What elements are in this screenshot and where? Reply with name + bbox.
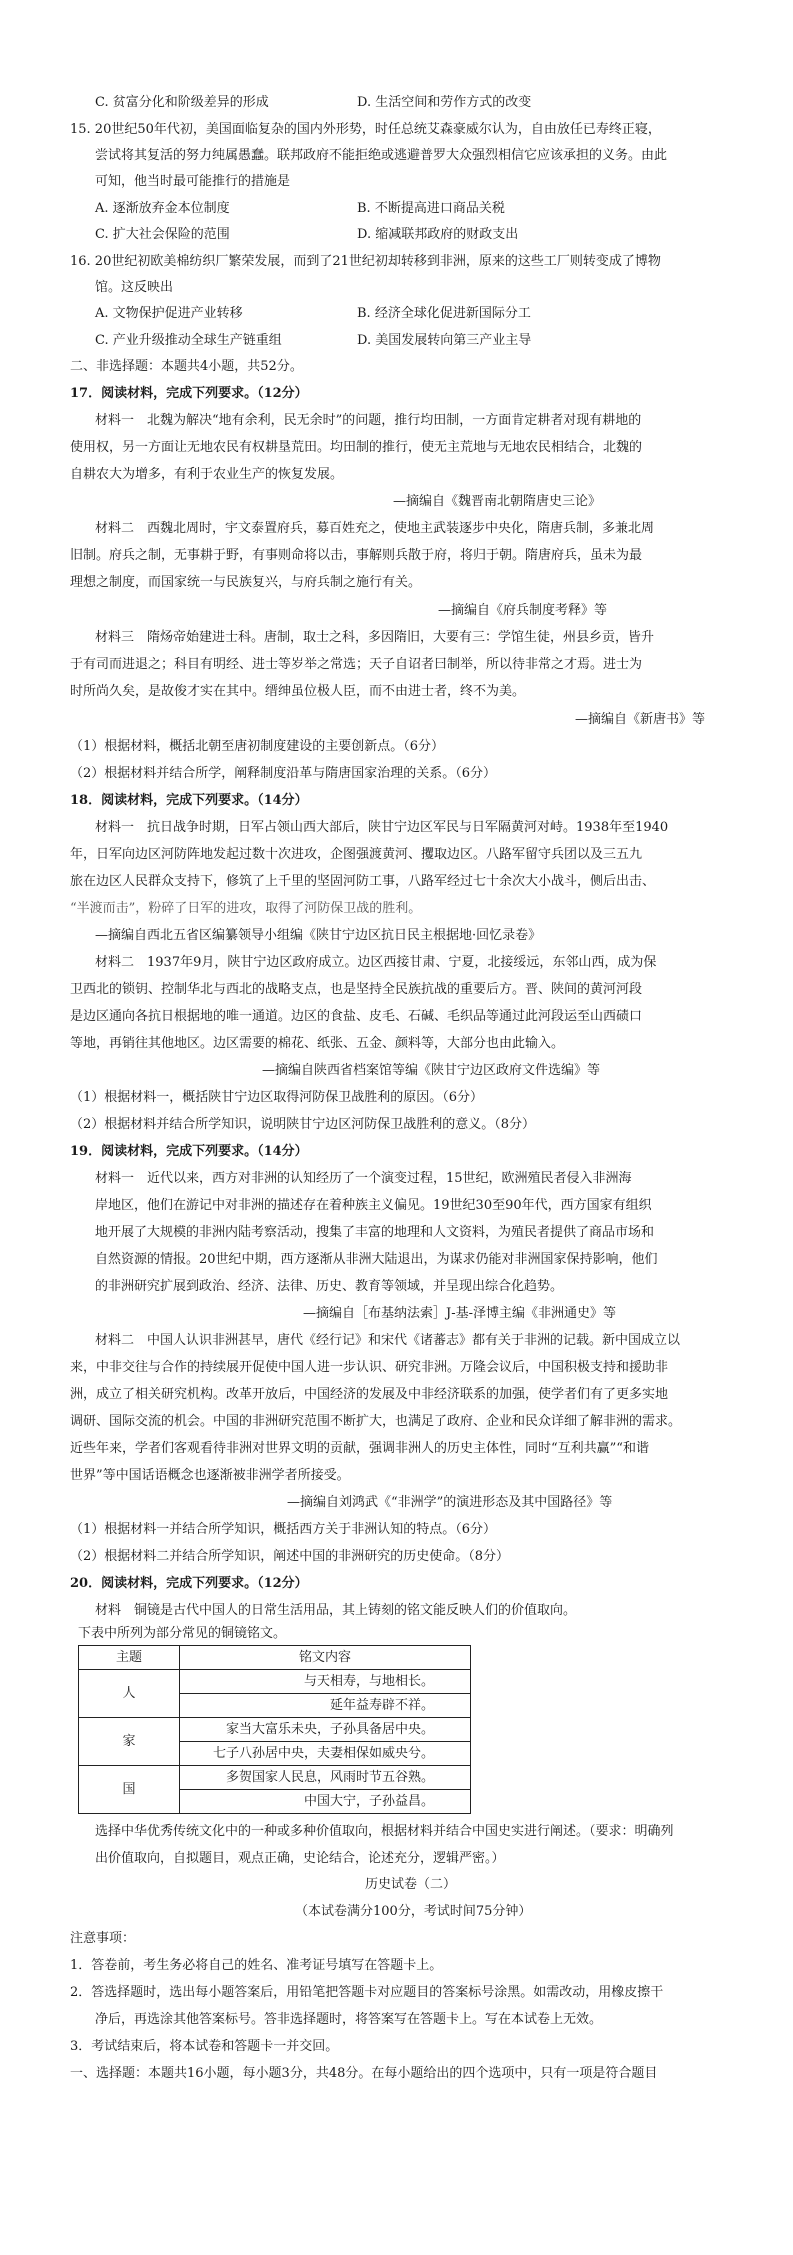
q18-material-2: 材料二 1937年9月，陕甘宁边区政府成立。边区西接甘肃、宁夏，北接绥远，东邻山西，成为保 (95, 955, 657, 970)
note-2: 2．答选择题时，选出每小题答案后，用铅笔把答题卡对应题目的答案标号涂黑。如需改动，用橡皮擦干 (70, 1985, 664, 2000)
q18-material-1: 材料一 抗日战争时期，日军占领山西大部后，陕甘宁边区军民与日军隔黄河对峙。1938年至1940 (95, 820, 669, 835)
q18-requirement-2: （2）根据材料并结合所学知识，说明陕甘宁边区河防保卫战胜利的意义。（8分） (70, 1117, 536, 1132)
q17-header: 17．阅读材料，完成下列要求。（12分） (70, 386, 308, 401)
q17-material-1: 使用权，另一方面让无地农民有权耕垦荒田。均田制的推行，使无主荒地与无地农民相结合，北魏的 (70, 440, 643, 455)
notes-header: 注意事项： (70, 1931, 136, 1946)
q16-option-d: D. 美国发展转向第三产业主导 (357, 333, 532, 348)
q17-source-2: —摘编自《府兵制度考释》等 (438, 603, 608, 618)
table-header-theme: 主题 (79, 1646, 180, 1670)
q15-option-a: A. 逐渐放弃金本位制度 (95, 201, 230, 216)
q19-material-2: 来，中非交往与合作的持续展开促使中国人进一步认识、研究非洲。万隆会议后，中国积极支持和援助非 (70, 1360, 669, 1375)
note-1: 1．答卷前，考生务必将自己的姓名、准考证号填写在答题卡上。 (70, 1958, 443, 1973)
table-cell: 多贺国家人民息，风雨时节五谷熟。 (180, 1766, 471, 1790)
q18-material-1: “半渡而击”，粉碎了日军的进攻，取得了河防保卫战的胜利。 (70, 901, 422, 916)
exam-title: 历史试卷（二） (365, 1877, 457, 1892)
note-2: 净后，再选涂其他答案标号。答非选择题时，将答案写在答题卡上。写在本试卷上无效。 (95, 2012, 603, 2027)
q17-source-3: —摘编自《新唐书》等 (575, 712, 706, 727)
q19-material-1: 地开展了大规模的非洲内陆考察活动，搜集了丰富的地理和人文资料，为殖民者提供了商品市场和 (95, 1225, 655, 1240)
q15-stem: 15. 20世纪50年代初，美国面临复杂的国内外形势，时任总统艾森豪威尔认为，自由放任已寿终正寝， (70, 122, 661, 137)
q19-requirement-1: （1）根据材料一并结合所学知识，概括西方关于非洲认知的特点。（6分） (70, 1522, 497, 1537)
q18-source-2: —摘编自陕西省档案馆等编《陕甘宁边区政府文件选编》等 (262, 1063, 601, 1078)
q20-header: 20．阅读材料，完成下列要求。（12分） (70, 1576, 308, 1591)
q18-material-1: 年，日军向边区河防阵地发起过数十次进攻，企图强渡黄河、攫取边区。八路军留守兵团以及三五九 (70, 847, 643, 862)
section-1-header: 一、选择题：本题共16小题，每小题3分，共48分。在每小题给出的四个选项中，只有一项是符合题目 (70, 2066, 658, 2081)
q14-option-c: C. 贫富分化和阶级差异的形成 (95, 95, 269, 110)
table-header-content: 铭文内容 (180, 1646, 471, 1670)
q15-stem: 尝试将其复活的努力纯属愚蠢。联邦政府不能拒绝或逃避普罗大众强烈相信它应该承担的义务。由此 (95, 148, 668, 163)
q18-material-2: 卫西北的锁钥、控制华北与西北的战略支点，也是坚持全民族抗战的重要后方。晋、陕间的黄河河段 (70, 982, 643, 997)
q20-material: 下表中所列为部分常见的铜镜铭文。 (78, 1626, 287, 1641)
q17-material-2: 理想之制度，而国家统一与民族复兴，与府兵制之施行有关。 (70, 575, 422, 590)
q18-header: 18．阅读材料，完成下列要求。（14分） (70, 793, 308, 808)
table-row (79, 1670, 471, 1694)
table-header-row (79, 1646, 471, 1670)
q15-stem: 可知，他当时最可能推行的措施是 (95, 174, 291, 189)
q14-option-d: D. 生活空间和劳作方式的改变 (357, 95, 532, 110)
q19-material-1: 材料一 近代以来，西方对非洲的认知经历了一个演变过程，15世纪，欧洲殖民者侵入非洲海 (95, 1171, 632, 1186)
table-row (79, 1766, 471, 1790)
table-theme-nation: 国 (79, 1766, 180, 1814)
table-cell: 与天相寿，与地相长。 (180, 1670, 471, 1694)
q18-material-1: 旅在边区人民群众支持下，修筑了上千里的坚固河防工事，八路军经过七十余次大小战斗，侧后出击、 (70, 874, 656, 889)
q19-source-1: —摘编自［布基纳法索］J-基-泽博主编《非洲通史》等 (303, 1306, 616, 1321)
section-2-header: 二、非选择题：本题共4小题，共52分。 (70, 359, 303, 374)
q17-requirement-1: （1）根据材料，概括北朝至唐初制度建设的主要创新点。（6分） (70, 739, 445, 754)
q18-requirement-1: （1）根据材料一，概括陕甘宁边区取得河防保卫战胜利的原因。（6分） (70, 1090, 484, 1105)
table-cell: 中国大宁，子孙益昌。 (180, 1790, 471, 1814)
table-row (79, 1718, 471, 1742)
q15-option-c: C. 扩大社会保险的范围 (95, 227, 230, 242)
q15-option-d: D. 缩减联邦政府的财政支出 (357, 227, 519, 242)
q16-stem: 馆。这反映出 (95, 280, 174, 295)
q16-option-b: B. 经济全球化促进新国际分工 (357, 306, 531, 321)
table-cell: 七子八孙居中央，夫妻相保如威央兮。 (180, 1742, 471, 1766)
q18-source-1: —摘编自西北五省区编纂领导小组编《陕甘宁边区抗日民主根据地·回忆录卷》 (95, 928, 542, 943)
inscription-table (78, 1645, 471, 1814)
exam-subtitle: （本试卷满分100分，考试时间75分钟） (295, 1904, 532, 1919)
q19-source-2: —摘编自刘鸿武《“非洲学”的演进形态及其中国路径》等 (287, 1495, 613, 1510)
q17-material-3: 时所尚久矣，是故俊才实在其中。缙绅虽位极人臣，而不由进士者，终不为美。 (70, 684, 526, 699)
table-cell: 延年益寿辟不祥。 (180, 1694, 471, 1718)
q17-material-1: 自耕农大为增多，有利于农业生产的恢复发展。 (70, 467, 344, 482)
q16-option-c: C. 产业升级推动全球生产链重组 (95, 333, 282, 348)
q18-material-2: 等地，再销往其他地区。边区需要的棉花、纸张、五金、颜料等，大部分也由此输入。 (70, 1036, 565, 1051)
q17-material-3: 于有司而进退之；科目有明经、进士等岁举之常选；天子自诏者曰制举，所以待非常之才焉。进士为 (70, 657, 643, 672)
q17-material-2: 材料二 西魏北周时，宇文泰置府兵，募百姓充之，使地主武装逐步中央化，隋唐兵制，多兼北周 (95, 521, 655, 536)
q17-material-2: 旧制。府兵之制，无事耕于野，有事则命将以击，事解则兵散于府，将归于朝。隋唐府兵，虽未为最 (70, 548, 643, 563)
q15-option-b: B. 不断提高进口商品关税 (357, 201, 505, 216)
table-theme-family: 家 (79, 1718, 180, 1766)
note-3: 3．考试结束后，将本试卷和答题卡一并交回。 (70, 2039, 339, 2054)
q16-option-a: A. 文物保护促进产业转移 (95, 306, 243, 321)
q19-material-2: 世界”等中国话语概念也逐渐被非洲学者所接受。 (70, 1468, 350, 1483)
q17-source-1: —摘编自《魏晋南北朝隋唐史三论》 (393, 494, 602, 509)
q20-task: 出价值取向，自拟题目，观点正确，史论结合，论述充分，逻辑严密。） (95, 1851, 505, 1866)
q19-material-2: 调研、国际交流的机会。中国的非洲研究范围不断扩大，也满足了政府、企业和民众详细了解非洲的需求。 (70, 1414, 682, 1429)
table-cell: 家当大富乐未央，子孙具备居中央。 (180, 1718, 471, 1742)
q19-material-1: 的非洲研究扩展到政治、经济、法律、历史、教育等领域，并呈现出综合化趋势。 (95, 1279, 564, 1294)
q18-material-2: 是边区通向各抗日根据地的唯一通道。边区的食盐、皮毛、石碱、毛织品等通过此河段运至山西碛口 (70, 1009, 643, 1024)
q20-task: 选择中华优秀传统文化中的一种或多种价值取向，根据材料并结合中国史实进行阐述。（要求：明确列 (95, 1824, 674, 1839)
q17-requirement-2: （2）根据材料并结合所学，阐释制度沿革与隋唐国家治理的关系。（6分） (70, 766, 497, 781)
q19-material-2: 近些年来，学者们客观看待非洲对世界文明的贡献，强调非洲人的历史主体性，同时“互利共赢”“和谐 (70, 1441, 649, 1456)
q19-material-1: 岸地区，他们在游记中对非洲的描述存在着种族主义偏见。19世纪30至90年代，西方国家有组织 (95, 1198, 652, 1213)
q20-material: 材料 铜镜是古代中国人的日常生活用品，其上铸刻的铭文能反映人们的价值取向。 (95, 1603, 577, 1618)
q19-material-2: 洲，成立了相关研究机构。改革开放后，中国经济的发展及中非经济联系的加强，使学者们有了更多实地 (70, 1387, 669, 1402)
q16-stem: 16. 20世纪初欧美棉纺织厂繁荣发展，而到了21世纪初却转移到非洲，原来的这些工厂则转变成了博物 (70, 254, 661, 269)
q17-material-3: 材料三 隋炀帝始建进士科。唐制，取士之科，多因隋旧，大要有三：学馆生徒，州县乡贡，皆升 (95, 630, 655, 645)
q19-material-2: 材料二 中国人认识非洲甚早，唐代《经行记》和宋代《诸蕃志》都有关于非洲的记载。新中国成立以 (95, 1333, 681, 1348)
q19-header: 19．阅读材料，完成下列要求。（14分） (70, 1144, 308, 1159)
q17-material-1: 材料一 北魏为解决“地有余利，民无余时”的问题，推行均田制，一方面肯定耕者对现有耕地的 (95, 413, 642, 428)
table-theme-person: 人 (79, 1670, 180, 1718)
q19-requirement-2: （2）根据材料二并结合所学知识，阐述中国的非洲研究的历史使命。（8分） (70, 1549, 510, 1564)
q19-material-1: 自然资源的情报。20世纪中期，西方逐渐从非洲大陆退出，为谋求仍能对非洲国家保持影响，他们 (95, 1252, 658, 1267)
